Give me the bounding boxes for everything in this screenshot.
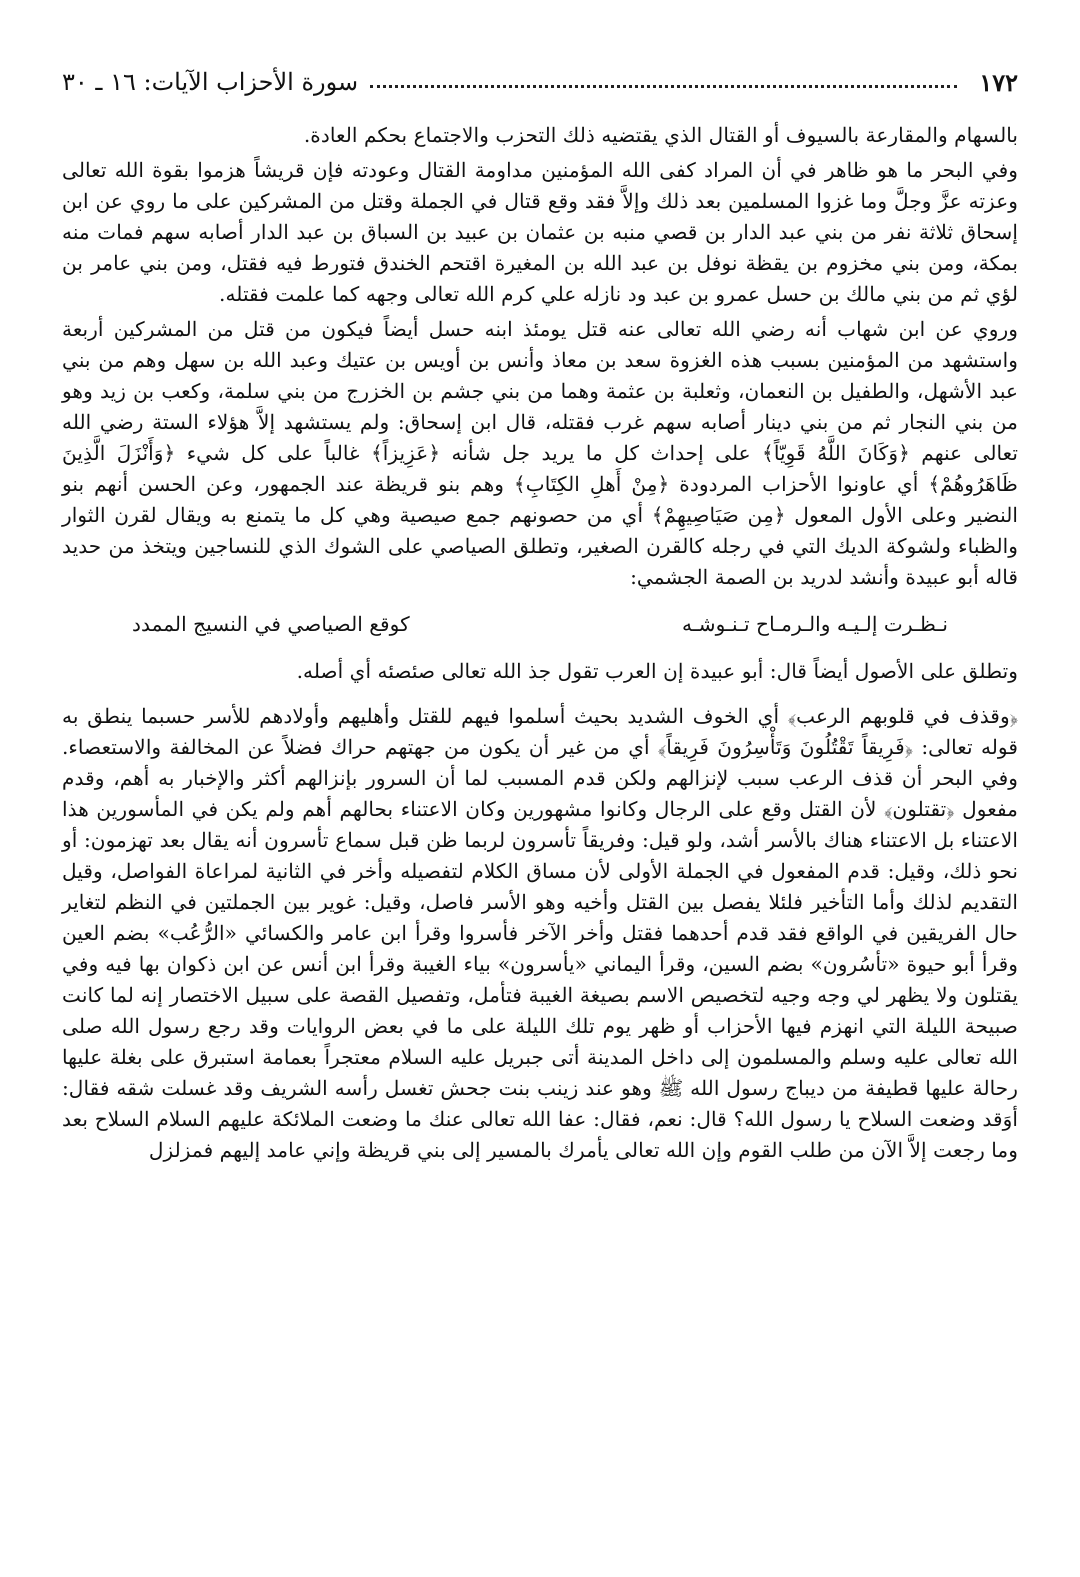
- page-body: [62, 120, 1018, 1170]
- paragraph: وفي البحر ما هو ظاهر في أن المراد كفى الله المؤمنين مداومة القتال وعودته فإن قريشاً هزموا بقوة الله تعالى وعزته عزَّ وجلَّ وما غزوا المسلمين بعد ذلك وإلاَّ فقد وقع قتال في الجملة وقتل من المشركين على ما روي عن ابن إسحاق ثلاثة نفر من بني عبد الدار بن قصي منبه بن عثمان بن عبيد بن السباق بن عبد الدار أصابه سهم فمات منه بمكة، ومن بني مخزوم بن يقظة نوفل بن عبد الله بن المغيرة اقتحم الخندق فتورط فيه فقتل، ومن بني عامر بن لؤي ثم من بني مالك بن حسل عمرو بن عبد ود نازله علي كرم الله تعالى وجهه كما علمت فقتله.: [62, 158, 1018, 306]
- header-leader-dots: [370, 85, 957, 88]
- verse-second-hemistich: كوقع الصياصي في النسيج الممدد: [132, 612, 410, 636]
- running-title: سورة الأحزاب الآيات: ١٦ ـ ٣٠: [62, 68, 359, 96]
- poetry-verse: [62, 609, 1018, 640]
- paragraph: ﴿وقذف في قلوبهم الرعب﴾ أي الخوف الشديد بحيث أسلموا فيهم للقتل وأهليهم وأولادهم للأسر حسبما ينطق به قوله تعالى: ﴿فَرِيقاً تَقْتُلُونَ وَتَأْسِرُونَ فَرِيقاً﴾ أي من غير أن يكون من جهتهم حراك فضلاً عن المخالفة والاستعصاء. وفي البحر أن قذف الرعب سبب لإنزالهم ولكن قدم المسبب لما أن السرور بإنزالهم أكثر والإخبار به أهم، وقدم مفعول ﴿تقتلون﴾ لأن القتل وقع على الرجال وكانوا مشهورين وكان الاعتناء بحالهم أهم ولم يكن في المأسورين هذا الاعتناء بل الاعتناء هناك بالأسر أشد، ولو قيل: وفريقاً تأسرون لربما ظن قبل سماع تأسرون أنه يقال بعد تهزمون: أو نحو ذلك، وقيل: قدم المفعول في الجملة الأولى لأن مساق الكلام لتفصيله وأخر في الثانية لمراعاة الفواصل، وقيل التقديم لذلك وأما التأخير فلئلا يفصل بين القتل وأخيه وهو الأسر فاصل، وقيل: غوير بين الجملتين في النظم لتغاير حال الفريقين في الواقع فقد قدم أحدهما فقتل وأخر الآخر فأسروا وقرأ ابن عامر والكسائي «الرُّعُب» بضم العين وقرأ أبو حيوة «تأسُرون» بضم السين، وقرأ اليماني «يأسرون» بياء الغيبة وقرأ ابن أنس عن ابن ذكوان بها فيه وفي يقتلون ولا يظهر لي وجه وجيه لتخصيص الاسم بصيغة الغيبة فتأمل، وتفصيل القصة على سبيل الاختصار إنه لما كانت صبيحة الليلة التي انهزم فيها الأحزاب أو ظهر يوم تلك الليلة على ما في بعض الروايات وقد رجع رسول الله صلى الله تعالى عليه وسلم والمسلمون إلى داخل المدينة أتى جبريل عليه السلام معتجراً بعمامة استبرق على بغلة عليها رحالة عليها قطيفة من ديباج رسول الله ﷺ وهو عند زينب بنت جحش تغسل رأسه الشريف وقد غسلت شقه فقال: أوَقد وضعت السلاح يا رسول الله؟ قال: نعم، فقال: عفا الله تعالى عنك ما وضعت الملائكة عليهم السلام السلاح بعد وما رجعت إلاَّ الآن من طلب القوم وإن الله تعالى يأمرك بالمسير إلى بني قريظة وإني عامد إليهم فمزلزل: [62, 704, 1018, 1162]
- verse-first-hemistich: نـظـرت إلـيـه والـرمـاح تـنـوشـه: [682, 612, 948, 636]
- paragraph: وروي عن ابن شهاب أنه رضي الله تعالى عنه قتل يومئذ ابنه حسل أيضاً فيكون من قتل من المشركين أربعة واستشهد من المؤمنين بسبب هذه الغزوة سعد بن معاذ وأنس بن أويس بن عتيك وعبد الله بن سهل وهم من بني عبد الأشهل، والطفيل بن النعمان، وثعلبة بن عثمة وهما من بني جشم بن الخزرج من بني سلمة، وكعب بن زيد وهو من بني النجار ثم من بني دينار أصابه سهم غرب فقتله، قال ابن إسحاق: ولم يستشهد إلاَّ هؤلاء الستة رضي الله تعالى عنهم ﴿وَكَانَ اللَّهُ قَوِيّاً﴾ على إحداث كل ما يريد جل شأنه ﴿عَزِيزاً﴾ غالباً على كل شيء ﴿وَأَنْزَلَ الَّذِينَ ظَاهَرُوهُمْ﴾ أي عاونوا الأحزاب المردودة ﴿مِنْ أَهلِ الكِتَابِ﴾ وهم بنو قريظة عند الجمهور، وعن الحسن أنهم بنو النضير وعلى الأول المعول ﴿مِن صَيَاصِيهِمْ﴾ أي من حصونهم جمع صيصية وهي كل ما يتمنع به ويقال لقرن الثوار والظباء ولشوكة الديك التي في رجله كالقرن الصغير، وتطلق الصياصي على الشوك الذي للنساجين ويتخذ من حديد قاله أبو عبيدة وأنشد لدريد بن الصمة الجشمي:: [62, 317, 1018, 589]
- paragraph: وتطلق على الأصول أيضاً قال: أبو عبيدة إن العرب تقول جذ الله تعالى صئصئه أي أصله.: [296, 659, 1018, 683]
- paragraph: بالسهام والمقارعة بالسيوف أو القتال الذي يقتضيه ذلك التحزب والاجتماع بحكم العادة.: [303, 123, 1018, 147]
- page-number: ١٧٢: [979, 67, 1018, 97]
- page-header: [62, 64, 1018, 100]
